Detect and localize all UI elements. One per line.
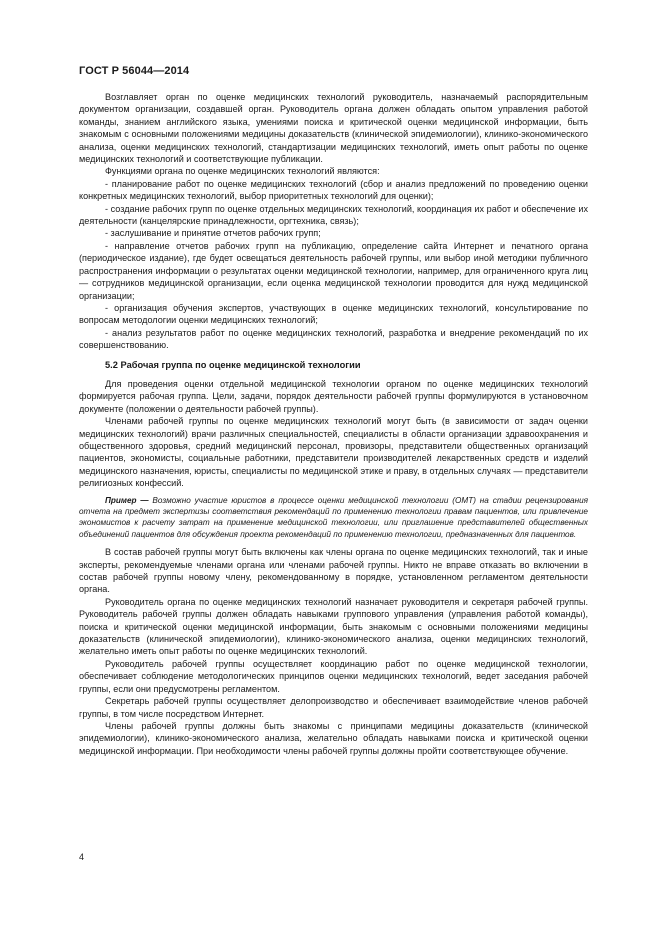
paragraph: Члены рабочей группы должны быть знакомы с принципами медицины доказательств (клинической эпидемиологии), клинико-экономического анализа, желательно обладать навыками поиска и критической оценки медицинской информации. При необходимости члены рабочей группы должны пройти соответствующее обучение. [79, 720, 588, 756]
paragraph: В состав рабочей группы могут быть включены как члены органа по оценке медицинских технологий, так и иные эксперты, рекомендуемые членами органа или членами рабочей группы. Никто не вправе отказать во включении в состав рабочей группы новому члену, рекомендованному в порядке, установленном регламентом деятельности органа. [79, 547, 588, 595]
example-note-text: Возможно участие юристов в процессе оценки медицинской технологии (ОМТ) на стадии рецензирования отчета на предмет экспертизы соответствия рекомендаций по применению технологии правам пациентов, или привлечение экономистов к расчету затрат на применение медицинской технологии, или приглашение представителей общественных объединений пациентов для обсуждения проекта рекомендаций по применению технологии, предназначенных для пациентов. [79, 495, 588, 539]
paragraph: Для проведения оценки отдельной медицинской технологии органом по оценке медицинских технологий формируется рабочая группа. Цели, задачи, порядок деятельности рабочей группы формулируются в установочном документе (положении о деятельности рабочей группы). [79, 378, 588, 414]
paragraph: Членами рабочей группы по оценке медицинских технологий могут быть (в зависимости от задач оценки медицинских технологий) врачи различных специальностей, специалисты в области организации здравоохранения и общественного здоровья, средний медицинский персонал, провизоры, представители общественных организаций пациентов, экономисты, социальные работники, представители производителей лекарственных средств и изделий медицинского назначения, юристы, специалисты по медицинской этике и праву, в отдельных случаях — представители религиозных конфессий. [79, 416, 588, 489]
page-number: 4 [79, 852, 85, 862]
list-item: - организация обучения экспертов, участвующих в оценке медицинских технологий, консультирование по вопросам методологии оценки медицинских технологий; [79, 302, 588, 326]
paragraph: Возглавляет орган по оценке медицинских технологий руководитель, назначаемый распорядительным документом организации, создавшей орган. Руководитель органа должен обладать опытом управления работой команды, знанием английского языка, умениями поиска и критической оценки медицинской информации, быть знакомым с основными положениями медицины доказательств (клинической эпидемиологии), клинико-экономического анализа, оценки медицинских технологий, стандартизации медицинских технологий, иметь опыт работы по оценке медицинских технологий и соответствующие публикации. [79, 92, 588, 165]
list-item: - планирование работ по оценке медицинских технологий (сбор и анализ предложений по проведению оценки конкретных медицинских технологий, выбор приоритетных технологий для оценки); [79, 178, 588, 202]
list-item: - создание рабочих групп по оценке отдельных медицинских технологий, координация их работ и обеспечение их деятельности (канцелярские принадлежности, оргтехника, связь); [79, 203, 588, 227]
list-item: - направление отчетов рабочих групп на публикацию, определение сайта Интернет и печатного органа (периодическое издание), где будет освещаться деятельность рабочей группы, или выбор иной методики публичного распространения информации о результатах оценки медицинской технологии, например, для ограниченного круга лиц — сотрудников медицинской организации, если оценка медицинской технологии проводится для нужд медицинской организации; [79, 240, 588, 301]
paragraph: Секретарь рабочей группы осуществляет делопроизводство и обеспечивает взаимодействие членов рабочей группы, в том числе посредством Интернет. [79, 696, 588, 719]
list-item: - анализ результатов работ по оценке медицинских технологий, разработка и внедрение рекомендаций по их совершенствованию. [79, 327, 588, 351]
example-note [79, 495, 588, 541]
example-note-lead: Пример — [105, 495, 149, 505]
paragraph: Руководитель рабочей группы осуществляет координацию работ по оценке медицинской технологии, обеспечивает соблюдение методологических принципов оценки медицинских технологий, ведет заседания рабочей группы, если они предусмотрены регламентом. [79, 658, 588, 694]
document-body [79, 91, 588, 757]
section-heading: 5.2 Рабочая группа по оценке медицинской технологии [105, 359, 361, 370]
list-item: - заслушивание и принятие отчетов рабочих групп; [105, 228, 321, 239]
document-header: ГОСТ Р 56044—2014 [79, 65, 190, 77]
paragraph: Функциями органа по оценке медицинских технологий являются: [105, 166, 380, 177]
paragraph: Руководитель органа по оценке медицинских технологий назначает руководителя и секретаря рабочей группы. Руководитель рабочей группы должен обладать навыками группового управления (управления работой команды), поиска и критической оценки медицинской информации, быть знакомым с основными положениями медицины доказательств (клинической эпидемиологии), клинико-экономического анализа, оценки медицинских технологий, желательно иметь опыт работы по оценке медицинских технологий. [79, 596, 588, 657]
